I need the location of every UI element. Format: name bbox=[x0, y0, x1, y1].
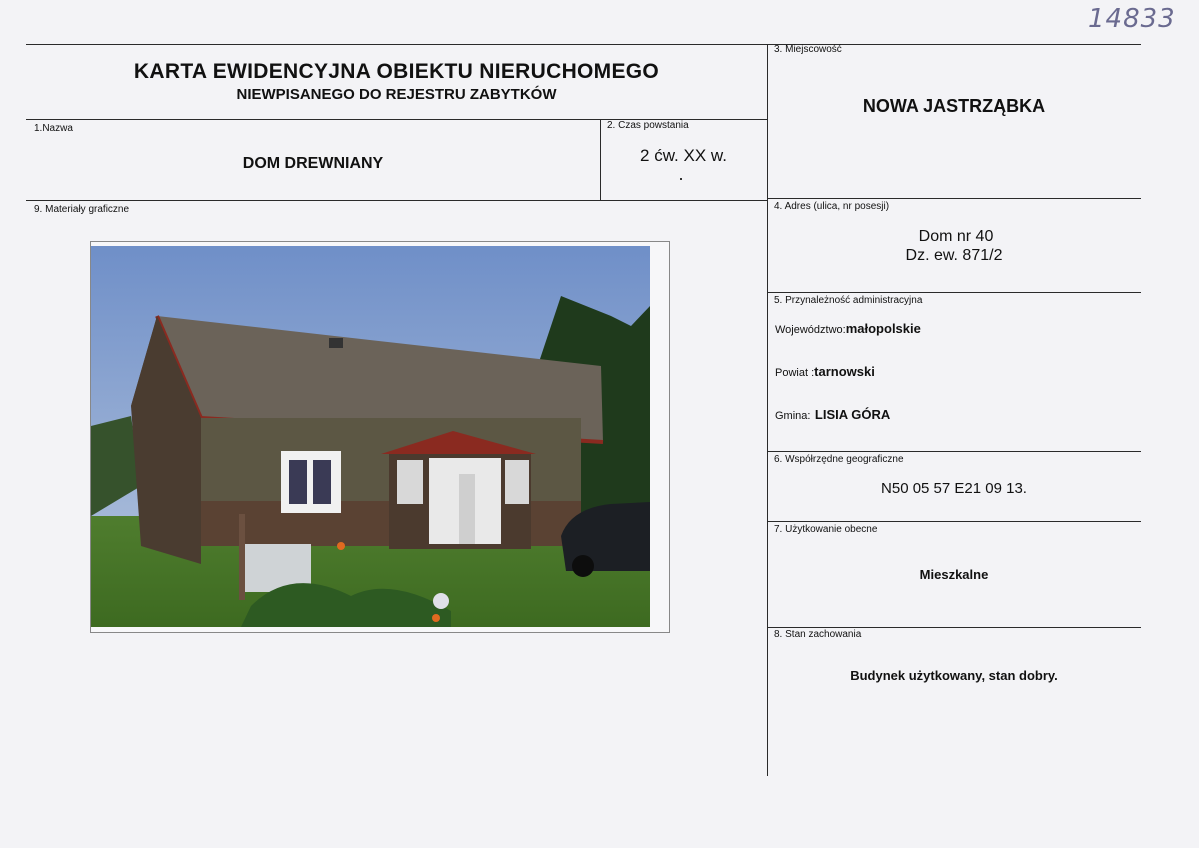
name-label: 1.Nazwa bbox=[34, 123, 73, 134]
top-rule bbox=[26, 44, 1141, 45]
address-line2: Dz. ew. 871/2 bbox=[905, 247, 1003, 264]
voivodeship-value: małopolskie bbox=[845, 321, 921, 336]
voivodeship-row bbox=[775, 320, 921, 338]
registry-number-handwritten: 14833 bbox=[1088, 4, 1176, 34]
coordinates-value: N50 05 57 E21 09 13. bbox=[881, 480, 1027, 497]
address-bottom-rule bbox=[767, 292, 1141, 293]
county-row bbox=[775, 363, 875, 381]
name-value: DOM DREWNIANY bbox=[242, 155, 384, 172]
coords-bottom-rule bbox=[767, 521, 1141, 522]
name-bottom-rule bbox=[26, 200, 767, 201]
card-subtitle: NIEWPISANEGO DO REJESTRU ZABYTKÓW bbox=[236, 86, 557, 103]
locality-bottom-rule bbox=[767, 198, 1141, 199]
period-label: 2. Czas powstania bbox=[607, 120, 689, 131]
graphics-label: 9. Materiały graficzne bbox=[34, 204, 130, 215]
admin-label: 5. Przynależność administracyjna bbox=[774, 295, 923, 306]
condition-value: Budynek użytkowany, stan dobry. bbox=[850, 668, 1058, 683]
voivodeship-label: Województwo: bbox=[775, 324, 846, 336]
column-divider bbox=[767, 44, 768, 776]
usage-label: 7. Użytkowanie obecne bbox=[774, 524, 878, 535]
address-label: 4. Adres (ulica, nr posesji) bbox=[774, 201, 890, 212]
condition-label: 8. Stan zachowania bbox=[774, 629, 862, 640]
county-value: tarnowski bbox=[814, 364, 875, 379]
locality-label: 3. Miejscowość bbox=[774, 44, 842, 55]
locality-value: NOWA JASTRZĄBKA bbox=[862, 96, 1046, 116]
address-line1: Dom nr 40 bbox=[918, 228, 994, 245]
house-photo bbox=[91, 246, 650, 627]
county-label: Powiat : bbox=[775, 367, 815, 379]
card-title: KARTA EWIDENCYJNA OBIEKTU NIERUCHOMEGO bbox=[133, 60, 660, 83]
commune-value: LISIA GÓRA bbox=[814, 407, 891, 422]
period-value: 2 ćw. XX w. bbox=[640, 146, 727, 165]
usage-bottom-rule bbox=[767, 627, 1141, 628]
admin-bottom-rule bbox=[767, 451, 1141, 452]
coordinates-label: 6. Współrzędne geograficzne bbox=[774, 454, 904, 465]
commune-label: Gmina: bbox=[775, 410, 811, 422]
commune-row bbox=[775, 406, 890, 424]
usage-value: Mieszkalne bbox=[919, 567, 989, 582]
ink-dot bbox=[680, 178, 682, 180]
